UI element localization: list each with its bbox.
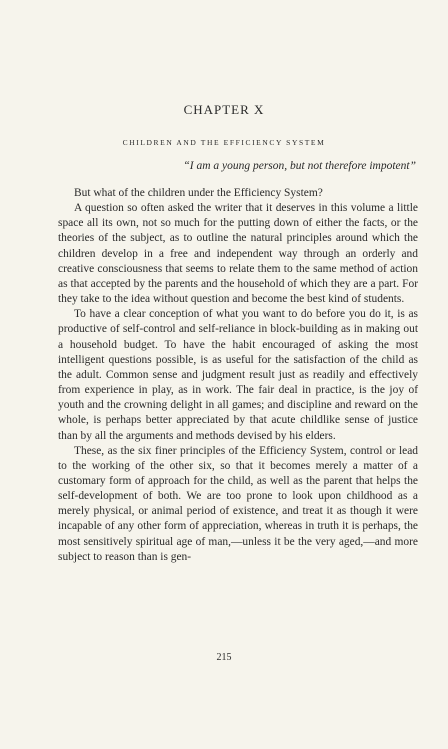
paragraph: To have a clear conception of what you want to do before you do it, is as productive of self-control and self-reliance in block-building as in making out a household budget. To have the habit encouraged of asking the most intelligent questions possible, is as useful for the satisfaction of the child as the adult. Common sense and judgment result just as readily and effectively from experience in play, as in work. The fair deal in practice, is the joy of youth and the crowning delight in all games; and discipline and reward on the whole, is perhaps better appreciated by that acute childlike sense of justice than by all the arguments and methods devised by his elders. [58,308,418,442]
page-number: 215 [216,652,232,663]
paragraph: But what of the children under the Efficiency System? [74,187,323,199]
paragraph: These, as the six finer principles of the Efficiency System, control or lead to the working of the other six, so that it becomes merely a matter of a customary form of approach for the child, as well as the parent that helps the self-development of both. We are too prone to look upon childhood as a merely physical, or animal period of existence, and treat it as though it were incapable of any other form of appreciation, whereas in truth it is perhaps, the most sensitively spiritual age of man,—unless it be the very aged,—and more subject to reason than is gen- [58,444,418,563]
body-text [58,186,418,565]
chapter-heading: CHAPTER X [183,102,265,117]
epigraph-quote: “I am a young person, but not therefore impotent” [183,160,416,172]
paragraph: A question so often asked the writer that it deserves in this volume a little space all its own, not so much for the putting down of either the facts, or the theories of the subject, as to outline the natural principles around which the children develop in a free and independent way through an orderly and creative consciousness that seems to relate them to the same method of action as that accepted by the parents and the household of which they are a part. For they take to the idea without question and become the best kind of students. [58,202,418,306]
chapter-subtitle: CHILDREN AND THE EFFICIENCY SYSTEM [122,138,326,147]
